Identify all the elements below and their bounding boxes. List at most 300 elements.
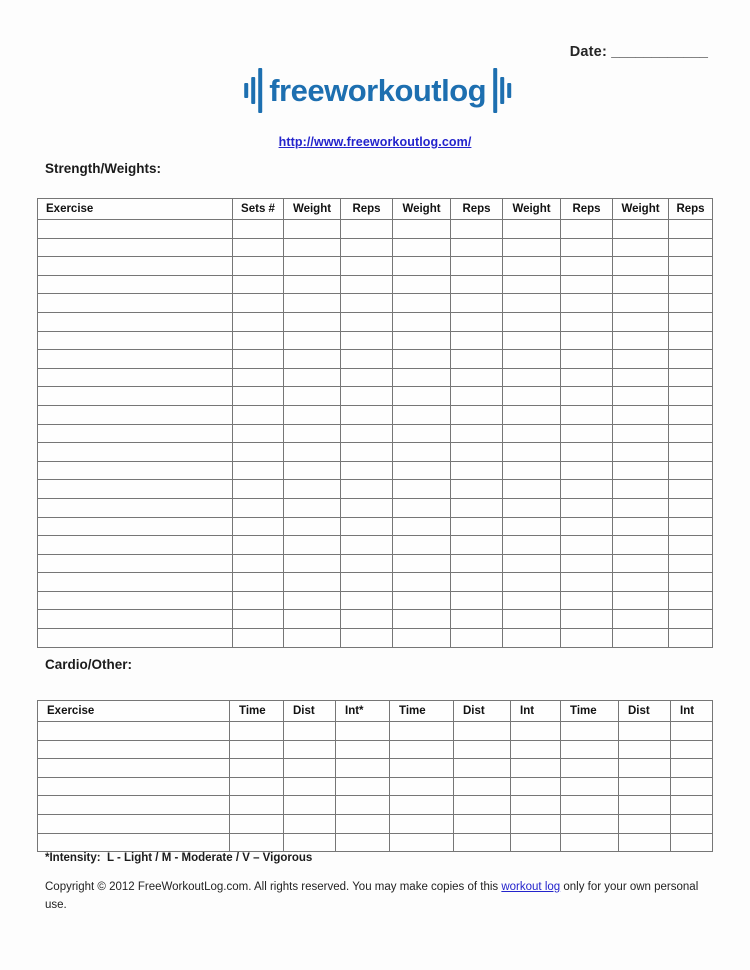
table-cell	[503, 424, 561, 443]
table-cell	[341, 331, 393, 350]
table-cell	[284, 387, 341, 406]
table-cell	[619, 722, 671, 741]
table-cell	[451, 498, 503, 517]
table-cell	[38, 405, 233, 424]
column-header: Exercise	[38, 701, 230, 722]
table-cell	[38, 814, 230, 833]
table-cell	[613, 368, 669, 387]
table-cell	[561, 610, 613, 629]
table-cell	[393, 275, 451, 294]
table-cell	[669, 350, 713, 369]
table-cell	[451, 517, 503, 536]
table-cell	[38, 424, 233, 443]
table-cell	[284, 517, 341, 536]
table-cell	[38, 257, 233, 276]
logo	[244, 68, 511, 113]
table-cell	[233, 480, 284, 499]
header-row	[38, 701, 713, 722]
header-row	[38, 199, 713, 220]
table-cell	[233, 405, 284, 424]
table-cell	[393, 573, 451, 592]
table-cell	[451, 443, 503, 462]
table-cell	[511, 814, 561, 833]
table-cell	[613, 331, 669, 350]
column-header: Weight	[393, 199, 451, 220]
table-cell	[341, 554, 393, 573]
barbell-bar-icon	[507, 83, 511, 98]
column-header: Time	[390, 701, 454, 722]
table-cell	[284, 740, 336, 759]
table-cell	[38, 350, 233, 369]
table-cell	[619, 777, 671, 796]
table-cell	[619, 833, 671, 852]
table-cell	[503, 498, 561, 517]
table-cell	[284, 405, 341, 424]
table-cell	[511, 796, 561, 815]
table-cell	[284, 257, 341, 276]
table-cell	[38, 833, 230, 852]
table-row	[38, 405, 713, 424]
table-cell	[511, 777, 561, 796]
table-cell	[451, 591, 503, 610]
table-cell	[393, 220, 451, 239]
table-cell	[341, 629, 393, 648]
table-cell	[511, 722, 561, 741]
barbell-bar-icon	[500, 77, 504, 104]
table-cell	[561, 424, 613, 443]
table-cell	[38, 629, 233, 648]
table-cell	[284, 554, 341, 573]
table-cell	[613, 405, 669, 424]
table-row	[38, 443, 713, 462]
table-cell	[341, 275, 393, 294]
table-cell	[284, 220, 341, 239]
column-header: Dist	[454, 701, 511, 722]
table-cell	[233, 591, 284, 610]
table-cell	[393, 312, 451, 331]
table-cell	[561, 312, 613, 331]
table-row	[38, 833, 713, 852]
table-cell	[669, 220, 713, 239]
table-cell	[336, 814, 390, 833]
table-cell	[393, 387, 451, 406]
table-cell	[38, 796, 230, 815]
table-cell	[393, 498, 451, 517]
table-cell	[451, 220, 503, 239]
table-cell	[233, 443, 284, 462]
table-cell	[284, 461, 341, 480]
table-cell	[336, 740, 390, 759]
table-cell	[613, 591, 669, 610]
table-cell	[561, 480, 613, 499]
table-cell	[451, 629, 503, 648]
table-cell	[341, 573, 393, 592]
table-cell	[671, 777, 713, 796]
table-row	[38, 387, 713, 406]
table-cell	[233, 220, 284, 239]
table-row	[38, 312, 713, 331]
table-cell	[561, 368, 613, 387]
table-cell	[613, 610, 669, 629]
table-cell	[669, 387, 713, 406]
table-cell	[613, 573, 669, 592]
table-cell	[38, 461, 233, 480]
table-row	[38, 257, 713, 276]
table-cell	[454, 814, 511, 833]
table-cell	[454, 777, 511, 796]
site-link[interactable]: http://www.freeworkoutlog.com/	[278, 135, 472, 149]
table-cell	[561, 814, 619, 833]
table-cell	[669, 591, 713, 610]
table-row	[38, 759, 713, 778]
table-cell	[613, 312, 669, 331]
table-cell	[613, 554, 669, 573]
table-cell	[669, 257, 713, 276]
table-cell	[503, 461, 561, 480]
table-row	[38, 796, 713, 815]
table-cell	[284, 331, 341, 350]
table-cell	[38, 610, 233, 629]
table-cell	[619, 740, 671, 759]
table-cell	[38, 220, 233, 239]
table-cell	[671, 722, 713, 741]
table-cell	[561, 498, 613, 517]
table-cell	[451, 238, 503, 257]
table-cell	[233, 331, 284, 350]
table-row	[38, 331, 713, 350]
table-cell	[613, 536, 669, 555]
table-row	[38, 368, 713, 387]
table-cell	[511, 740, 561, 759]
table-cell	[38, 443, 233, 462]
table-cell	[669, 573, 713, 592]
barbell-bar-icon	[258, 68, 262, 113]
table-cell	[393, 294, 451, 313]
table-cell	[503, 443, 561, 462]
table-cell	[233, 238, 284, 257]
strength-section-heading: Strength/Weights:	[45, 161, 161, 176]
table-cell	[613, 275, 669, 294]
table-row	[38, 461, 713, 480]
table-cell	[230, 722, 284, 741]
table-cell	[669, 331, 713, 350]
table-cell	[619, 796, 671, 815]
table-cell	[38, 573, 233, 592]
table-cell	[451, 405, 503, 424]
table-cell	[561, 220, 613, 239]
table-cell	[284, 294, 341, 313]
table-cell	[669, 480, 713, 499]
table-cell	[561, 294, 613, 313]
copyright-before: Copyright © 2012 FreeWorkoutLog.com. All rights reserved. You may make copies of this	[45, 881, 502, 893]
table-cell	[669, 443, 713, 462]
date-label: Date:	[569, 44, 607, 60]
table-cell	[671, 759, 713, 778]
table-cell	[284, 350, 341, 369]
table-cell	[393, 461, 451, 480]
table-cell	[669, 554, 713, 573]
date-blank-line: ____________	[611, 44, 708, 60]
table-cell	[284, 814, 336, 833]
table-cell	[336, 759, 390, 778]
table-cell	[393, 368, 451, 387]
table-cell	[233, 350, 284, 369]
table-cell	[613, 294, 669, 313]
table-cell	[669, 405, 713, 424]
table-cell	[613, 424, 669, 443]
table-cell	[38, 498, 233, 517]
table-cell	[233, 275, 284, 294]
column-header: Dist	[284, 701, 336, 722]
table-cell	[284, 536, 341, 555]
table-row	[38, 350, 713, 369]
table-cell	[671, 796, 713, 815]
table-cell	[561, 591, 613, 610]
barbell-bar-icon	[244, 83, 248, 98]
copyright-after: only for your own personal use.	[45, 881, 699, 912]
table-cell	[341, 220, 393, 239]
table-cell	[503, 257, 561, 276]
table-cell	[503, 368, 561, 387]
table-cell	[454, 833, 511, 852]
table-cell	[38, 777, 230, 796]
table-cell	[233, 554, 284, 573]
table-cell	[233, 294, 284, 313]
date-field	[570, 44, 708, 60]
table-cell	[393, 610, 451, 629]
table-cell	[613, 387, 669, 406]
table-cell	[561, 573, 613, 592]
table-cell	[390, 722, 454, 741]
table-cell	[561, 740, 619, 759]
table-cell	[393, 480, 451, 499]
table-cell	[561, 443, 613, 462]
table-cell	[38, 331, 233, 350]
table-cell	[341, 387, 393, 406]
table-row	[38, 814, 713, 833]
table-cell	[390, 814, 454, 833]
table-cell	[669, 517, 713, 536]
table-cell	[561, 275, 613, 294]
table-cell	[503, 294, 561, 313]
table-row	[38, 275, 713, 294]
table-cell	[38, 759, 230, 778]
table-cell	[669, 312, 713, 331]
table-row	[38, 629, 713, 648]
column-header: Weight	[503, 199, 561, 220]
table-cell	[561, 536, 613, 555]
table-cell	[561, 833, 619, 852]
table-cell	[503, 591, 561, 610]
table-cell	[38, 480, 233, 499]
table-cell	[233, 498, 284, 517]
table-cell	[341, 424, 393, 443]
table-cell	[613, 498, 669, 517]
table-cell	[233, 536, 284, 555]
table-row	[38, 220, 713, 239]
table-row	[38, 573, 713, 592]
table-cell	[284, 722, 336, 741]
table-row	[38, 480, 713, 499]
table-cell	[671, 740, 713, 759]
table-cell	[393, 405, 451, 424]
table-row	[38, 498, 713, 517]
table-cell	[561, 722, 619, 741]
table-cell	[284, 312, 341, 331]
table-cell	[38, 294, 233, 313]
table-cell	[284, 443, 341, 462]
table-cell	[669, 275, 713, 294]
table-cell	[503, 331, 561, 350]
table-cell	[671, 814, 713, 833]
table-cell	[230, 759, 284, 778]
table-cell	[503, 517, 561, 536]
table-cell	[284, 610, 341, 629]
table-row	[38, 536, 713, 555]
table-cell	[613, 461, 669, 480]
table-row	[38, 777, 713, 796]
table-cell	[451, 294, 503, 313]
table-cell	[669, 368, 713, 387]
table-cell	[669, 461, 713, 480]
table-row	[38, 554, 713, 573]
table-cell	[451, 350, 503, 369]
table-cell	[230, 833, 284, 852]
table-cell	[561, 517, 613, 536]
table-cell	[341, 350, 393, 369]
table-cell	[284, 629, 341, 648]
table-cell	[341, 294, 393, 313]
table-cell	[233, 517, 284, 536]
table-cell	[613, 350, 669, 369]
table-row	[38, 238, 713, 257]
table-cell	[38, 368, 233, 387]
table-cell	[619, 759, 671, 778]
table-cell	[451, 573, 503, 592]
column-header: Int	[511, 701, 561, 722]
table-cell	[230, 740, 284, 759]
column-header: Reps	[341, 199, 393, 220]
column-header: Reps	[451, 199, 503, 220]
table-cell	[390, 796, 454, 815]
table-cell	[561, 405, 613, 424]
table-cell	[561, 777, 619, 796]
column-header: Dist	[619, 701, 671, 722]
table-cell	[503, 238, 561, 257]
table-cell	[503, 350, 561, 369]
table-cell	[451, 554, 503, 573]
table-cell	[503, 536, 561, 555]
table-cell	[669, 424, 713, 443]
table-cell	[38, 517, 233, 536]
table-cell	[393, 517, 451, 536]
table-cell	[451, 610, 503, 629]
table-cell	[38, 554, 233, 573]
column-header: Weight	[284, 199, 341, 220]
table-cell	[561, 387, 613, 406]
table-cell	[561, 629, 613, 648]
table-cell	[503, 387, 561, 406]
table-cell	[341, 312, 393, 331]
table-row	[38, 517, 713, 536]
table-cell	[38, 238, 233, 257]
table-cell	[619, 814, 671, 833]
table-cell	[511, 833, 561, 852]
table-cell	[284, 275, 341, 294]
table-cell	[451, 424, 503, 443]
table-cell	[390, 759, 454, 778]
table-cell	[454, 759, 511, 778]
table-cell	[341, 368, 393, 387]
table-cell	[284, 424, 341, 443]
column-header: Sets #	[233, 199, 284, 220]
table-cell	[341, 610, 393, 629]
table-cell	[561, 461, 613, 480]
table-cell	[503, 275, 561, 294]
table-cell	[393, 257, 451, 276]
table-cell	[390, 833, 454, 852]
table-cell	[284, 480, 341, 499]
intensity-note: *Intensity: L - Light / M - Moderate / V – Vigorous	[45, 852, 313, 864]
table-cell	[613, 257, 669, 276]
table-row	[38, 610, 713, 629]
table-cell	[38, 591, 233, 610]
table-cell	[336, 777, 390, 796]
table-cell	[393, 443, 451, 462]
table-cell	[230, 814, 284, 833]
strength-table	[37, 198, 713, 648]
table-cell	[511, 759, 561, 778]
table-row	[38, 294, 713, 313]
table-cell	[284, 238, 341, 257]
table-row	[38, 424, 713, 443]
table-cell	[233, 424, 284, 443]
table-cell	[503, 480, 561, 499]
table-cell	[451, 312, 503, 331]
table-cell	[451, 536, 503, 555]
table-cell	[233, 573, 284, 592]
table-cell	[233, 368, 284, 387]
table-cell	[341, 257, 393, 276]
table-cell	[451, 368, 503, 387]
table-cell	[393, 350, 451, 369]
table-cell	[341, 480, 393, 499]
table-cell	[284, 573, 341, 592]
table-cell	[341, 517, 393, 536]
table-cell	[613, 517, 669, 536]
table-cell	[561, 554, 613, 573]
table-row	[38, 591, 713, 610]
table-cell	[613, 629, 669, 648]
table-cell	[561, 331, 613, 350]
workout-log-link[interactable]: workout log	[501, 881, 561, 893]
column-header: Time	[230, 701, 284, 722]
table-cell	[38, 740, 230, 759]
log-grid	[37, 700, 713, 852]
table-cell	[284, 796, 336, 815]
table-cell	[454, 796, 511, 815]
table-cell	[230, 777, 284, 796]
table-cell	[38, 387, 233, 406]
table-cell	[454, 740, 511, 759]
table-cell	[561, 350, 613, 369]
table-cell	[613, 220, 669, 239]
table-cell	[451, 331, 503, 350]
table-cell	[503, 554, 561, 573]
table-cell	[393, 536, 451, 555]
table-cell	[284, 591, 341, 610]
barbell-right-icon	[493, 68, 511, 113]
